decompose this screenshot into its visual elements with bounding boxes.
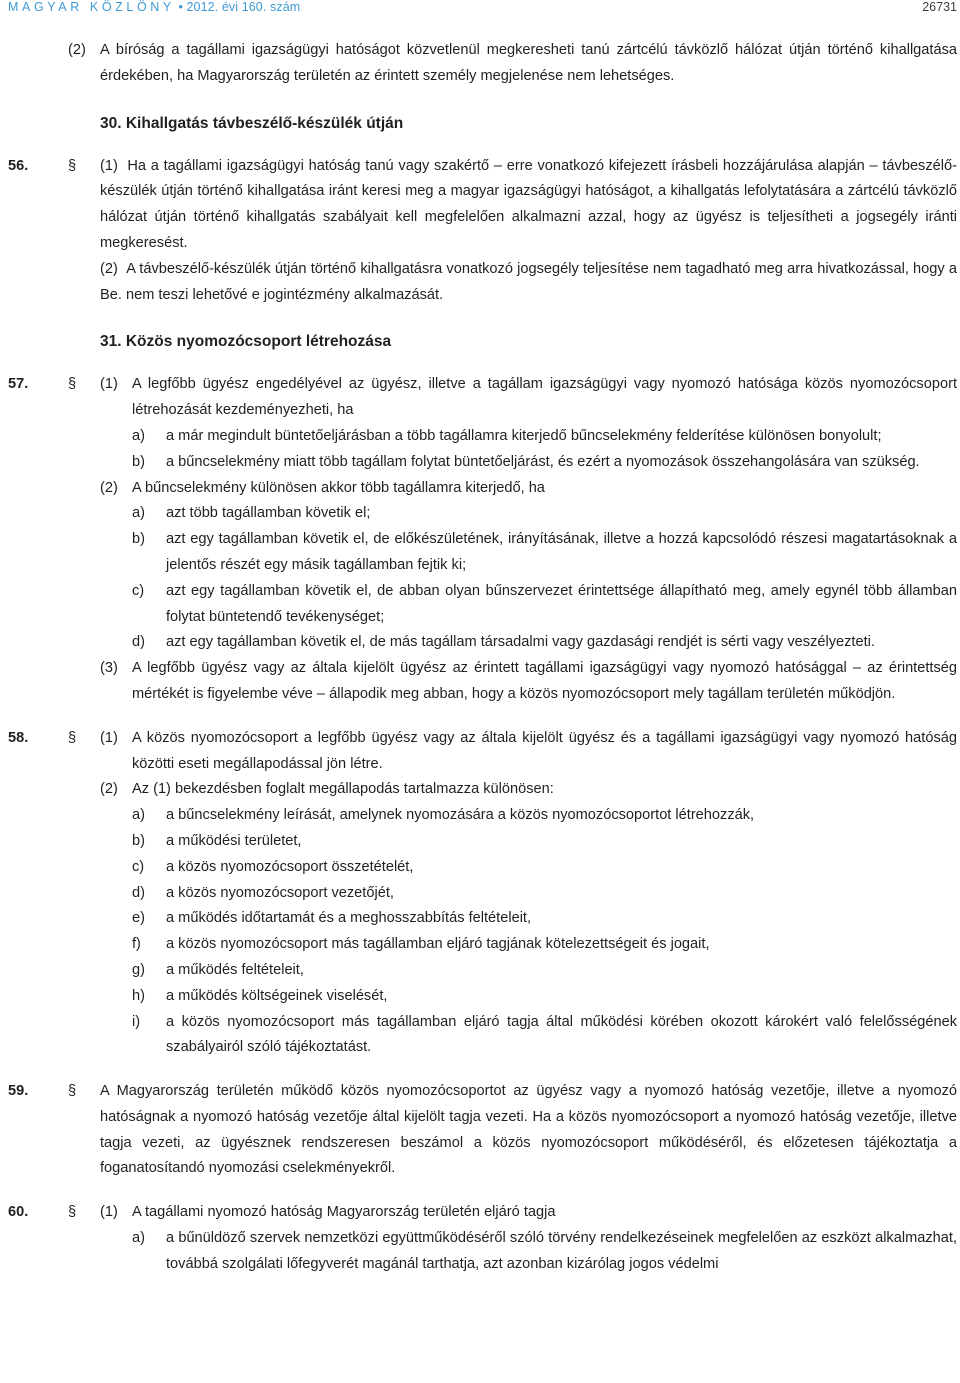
section-number: 60. (8, 1204, 29, 1221)
list-item (132, 1226, 957, 1278)
section-body (100, 1200, 957, 1277)
intro-paragraph (8, 38, 957, 90)
paragraph-number: (2) (68, 42, 86, 58)
paragraph-text: A bűncselekmény különösen akkor több tagállamra kiterjedő, ha (132, 479, 545, 496)
section-58 (8, 726, 957, 1061)
list-item (132, 501, 957, 527)
section-sign: § (68, 376, 77, 393)
item-letter: g) (132, 961, 145, 978)
item-letter: c) (132, 858, 145, 875)
list-item (132, 450, 957, 476)
paragraph-text: A legfőbb ügyész engedélyével az ügyész, illetve a tagállam igazságügyi vagy nyomozó hatósága közös nyomozócsoport létrehozását kezdeményezheti, ha (132, 376, 957, 419)
item-text: a bűncselekmény leírását, amelynek nyomozására a közös nyomozócsoportot létrehozzák, (166, 807, 755, 824)
list-item (132, 424, 957, 450)
section-body (100, 372, 957, 707)
item-text: a működés költségeinek viselését, (166, 987, 388, 1004)
section-body (100, 154, 957, 309)
issue-label: 2012. évi 160. szám (186, 0, 301, 14)
item-text: a működés időtartamát és a meghosszabbítás feltételeit, (166, 910, 532, 927)
item-letter: d) (132, 634, 145, 651)
section-text: A Magyarország területén működő közös nyomozócsoportot az ügyész vagy a nyomozó hatóság vezetője, illetve a nyomozó hatóságnak a nyomozó hatóság vezetője által kijelölt tagja vezeti. Ha a közös nyomozócsoport a nyomozó hatóság vezetője, illetve tagja vezeti, az ügyésznek rendszeresen beszámol a közös nyomozócsoport működéséről, és előzetesen tájékoztatja a foganatosítandó nyomozási cselekményekről. (100, 1083, 957, 1177)
list-item (132, 906, 957, 932)
list-item (132, 984, 957, 1010)
item-text: azt több tagállamban követik el; (166, 505, 371, 522)
item-text: a közös nyomozócsoport más tagállamban eljáró tagjának kötelezettségeit és jogait, (166, 936, 710, 953)
section-number: 57. (8, 376, 29, 393)
item-letter: a) (132, 807, 145, 824)
list-item (132, 527, 957, 579)
item-letter: b) (132, 832, 145, 849)
list-item (132, 881, 957, 907)
page-number: 26731 (922, 0, 957, 14)
journal-title (8, 0, 300, 14)
item-text: a közös nyomozócsoport összetételét, (166, 858, 414, 875)
list-item (132, 803, 957, 829)
item-letter: f) (132, 936, 141, 953)
paragraph-2 (100, 777, 957, 1061)
document-body (8, 38, 957, 1278)
section-sign: § (68, 157, 77, 174)
paragraph-2 (100, 476, 957, 657)
item-letter: a) (132, 505, 145, 522)
paragraph-number: (1) (100, 376, 118, 393)
paragraph-text: A távbeszélő-készülék útján történő kihallgatásra vonatkozó jogsegély teljesítése nem tagadható meg arra hivatkozással, hogy a Be. nem teszi lehetővé e jogintézmény alkalmazását. (100, 260, 957, 303)
heading-30: 30. Kihallgatás távbeszélő-készülék útján (100, 114, 404, 132)
bullet-separator: • (178, 0, 183, 14)
list-item (132, 958, 957, 984)
item-text: a bűncselekmény miatt több tagállam folytat büntetőeljárást, és ezért a nyomozások összehangolására van szükség. (166, 453, 920, 470)
paragraph-2 (100, 257, 957, 309)
section-body (100, 726, 957, 1061)
item-text: azt egy tagállamban követik el, de más tagállam társadalmi vagy gazdasági rendjét is sérti vagy veszélyezteti. (166, 634, 875, 651)
item-text: a már megindult büntetőeljárásban a több tagállamra kiterjedő bűncselekmény felderítése különösen bonyolult; (166, 427, 882, 444)
section-59 (8, 1079, 957, 1182)
section-sign: § (68, 729, 77, 746)
paragraph-3 (100, 656, 957, 708)
list-item (132, 630, 957, 656)
item-letter: c) (132, 582, 145, 599)
item-text: a közös nyomozócsoport vezetőjét, (166, 884, 394, 901)
section-sign: § (68, 1083, 77, 1100)
paragraph-text: A legfőbb ügyész vagy az általa kijelölt ügyész az érintett tagállami igazságügyi vagy nyomozó hatósággal – az érintettség mértékét is figyelembe véve – állapodik meg abban, hogy a közös nyomozócsoport mely tagállam területén működjön. (132, 660, 957, 702)
paragraph-text: A közös nyomozócsoport a legfőbb ügyész vagy az általa kijelölt ügyész és a tagállami igazságügyi vagy nyomozó hatóság közötti eseti megállapodással jön létre. (132, 729, 957, 772)
list-item (132, 855, 957, 881)
paragraph-number: (1) (100, 1204, 118, 1221)
item-text: a közös nyomozócsoport más tagállamban eljáró tagja által működési körében okozott károkért való felelősségének szabályairól szóló tájékoztatást. (166, 1013, 957, 1056)
paragraph-number: (1) (100, 729, 118, 746)
section-number: 59. (8, 1083, 29, 1100)
item-letter: d) (132, 884, 145, 901)
paragraph-text: A tagállami nyomozó hatóság Magyarország területén eljáró tagja (132, 1204, 556, 1221)
item-text: a működési területet, (166, 832, 302, 849)
item-text: azt egy tagállamban követik el, de előkészületének, irányításának, illetve a hozzá kapcsolódó részesi magatartásoknak a jelentős részét egy másik tagállamban fejtik ki; (166, 531, 957, 573)
page-header (8, 0, 957, 20)
item-text: azt egy tagállamban követik el, de abban olyan bűnszervezet érintettsége állapítható meg, amely egynél több államban folytat büntetendő tevékenységet; (166, 582, 957, 625)
list-item (132, 829, 957, 855)
section-57 (8, 372, 957, 707)
item-letter: h) (132, 987, 145, 1004)
paragraph-number: (2) (100, 781, 118, 798)
section-sign: § (68, 1204, 77, 1221)
item-text: a bűnüldöző szervek nemzetközi együttműködéséről szóló törvény rendelkezéseinek megfelelően az eszközt alkalmazhat, továbbá szolgálati lőfegyverét magánál tarthatja, azt azonban kizárólag jogos védelmi (166, 1230, 957, 1272)
paragraph-text: Ha a tagállami igazságügyi hatóság tanú vagy szakértő – erre vonatkozó kifejezett írásbeli hozzájárulása alapján – távbeszélő-készülék útján történő kihallgatása iránt keresi meg a magyar igazságügyi hatóságot, a kihallgatás lefolytatására a zártcélú távközlő hálózat útján történő kihallgatás szabályait kell megfelelően alkalmazni azzal, hogy az ügyész is teljesítheti a jogsegély iránti megkeresést. (100, 157, 957, 251)
section-60 (8, 1200, 957, 1277)
journal-name: MAGYAR KÖZLÖNY (8, 0, 175, 14)
paragraph-text: A bíróság a tagállami igazságügyi hatóságot közvetlenül megkeresheti tanú zártcélú távközlő hálózat útján történő kihallgatása érdekében, ha Magyarország területén az érintett személy megjelenése nem lehetséges. (100, 42, 957, 84)
paragraph-number: (2) (100, 260, 118, 277)
paragraph-number: (2) (100, 479, 118, 496)
section-number: 56. (8, 157, 29, 174)
section-56 (8, 154, 957, 309)
paragraph-1 (100, 1200, 957, 1277)
section-number: 58. (8, 729, 29, 746)
paragraph-1 (100, 726, 957, 778)
list-item (132, 932, 957, 958)
item-letter: b) (132, 531, 145, 548)
paragraph-1 (100, 154, 957, 257)
item-letter: a) (132, 1230, 145, 1247)
list-item (132, 579, 957, 631)
paragraph-1 (100, 372, 957, 475)
heading-31: 31. Közös nyomozócsoport létrehozása (100, 333, 392, 351)
paragraph-text: Az (1) bekezdésben foglalt megállapodás tartalmazza különösen: (132, 781, 554, 798)
item-letter: b) (132, 453, 145, 470)
item-letter: e) (132, 910, 145, 927)
item-letter: a) (132, 427, 145, 444)
paragraph-number: (1) (100, 157, 118, 174)
item-text: a működés feltételeit, (166, 961, 304, 978)
paragraph-number: (3) (100, 660, 118, 677)
list-item (132, 1010, 957, 1062)
item-letter: i) (132, 1013, 141, 1030)
